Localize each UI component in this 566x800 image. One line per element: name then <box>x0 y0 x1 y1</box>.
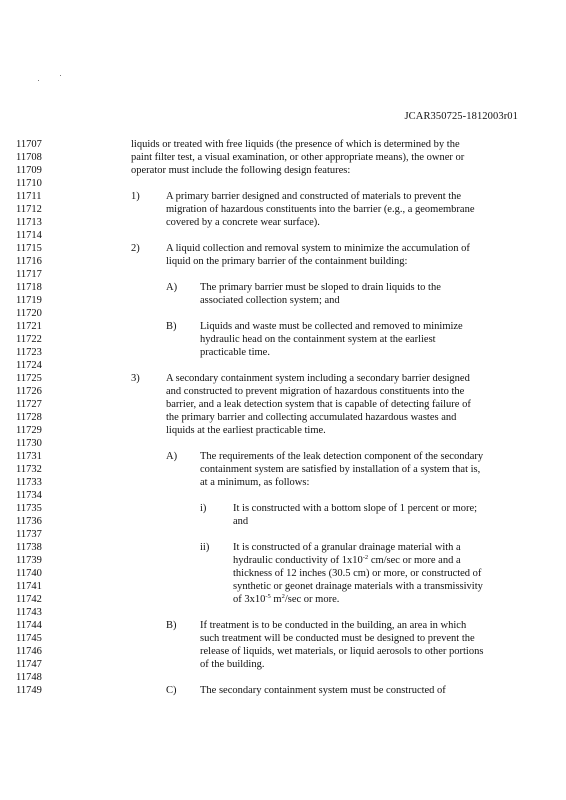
line-number: 11714 <box>16 230 42 241</box>
document-id-header: JCAR350725-1812003r01 <box>404 111 518 122</box>
line-number: 11727 <box>16 399 42 410</box>
body-text-line: such treatment will be conducted must be designed to prevent the <box>200 633 475 644</box>
body-text-line: and <box>233 516 249 527</box>
body-text-line: paint filter test, a visual examination, or other appropriate means), the owner or <box>131 152 465 163</box>
line-number: 11718 <box>16 282 42 293</box>
text-run: /sec or more. <box>284 594 340 605</box>
line-number: 11709 <box>16 165 42 176</box>
body-text-line: It is constructed with a bottom slope of 1 percent or more; <box>233 503 478 514</box>
line-number: 11735 <box>16 503 42 514</box>
line-number: 11716 <box>16 256 42 267</box>
line-number: 11748 <box>16 672 42 683</box>
body-text-line: liquid on the primary barrier of the containment building: <box>166 256 408 267</box>
body-text-line: A liquid collection and removal system to minimize the accumulation of <box>166 243 470 254</box>
body-text-line: covered by a concrete wear surface). <box>166 217 320 228</box>
item-label: 3) <box>131 373 140 384</box>
line-number: 11726 <box>16 386 42 397</box>
line-number: 11722 <box>16 334 42 345</box>
line-number: 11740 <box>16 568 42 579</box>
line-number: 11743 <box>16 607 42 618</box>
line-number: 11731 <box>16 451 42 462</box>
clause-label: ii) <box>200 542 210 553</box>
line-number: 11733 <box>16 477 42 488</box>
line-number: 11730 <box>16 438 42 449</box>
line-number: 11738 <box>16 542 42 553</box>
scan-speck <box>38 80 39 81</box>
item-label: 1) <box>131 191 140 202</box>
line-number: 11737 <box>16 529 42 540</box>
line-number: 11729 <box>16 425 42 436</box>
text-run: m <box>270 594 282 605</box>
line-number: 11741 <box>16 581 42 592</box>
body-text-line: The primary barrier must be sloped to drain liquids to the <box>200 282 441 293</box>
line-number: 11707 <box>16 139 42 150</box>
line-number: 11723 <box>16 347 42 358</box>
body-text-line: It is constructed of a granular drainage material with a <box>233 542 461 553</box>
line-number: 11736 <box>16 516 42 527</box>
clause-label: i) <box>200 503 207 514</box>
body-text-line: liquids or treated with free liquids (the presence of which is determined by the <box>131 139 460 150</box>
line-number: 11728 <box>16 412 42 423</box>
body-text-line: of the building. <box>200 659 265 670</box>
body-text-line <box>233 554 461 567</box>
body-text-line: The secondary containment system must be constructed of <box>200 685 446 696</box>
body-text-line: A secondary containment system including a secondary barrier designed <box>166 373 470 384</box>
body-text-line: thickness of 12 inches (30.5 cm) or more, or constructed of <box>233 568 482 579</box>
line-number: 11720 <box>16 308 42 319</box>
body-text-line: liquids at the earliest practicable time. <box>166 425 326 436</box>
text-run: hydraulic conductivity of 1x10 <box>233 555 363 566</box>
text-run: of 3x10 <box>233 594 266 605</box>
item-label: 2) <box>131 243 140 254</box>
line-number: 11710 <box>16 178 42 189</box>
line-number: 11745 <box>16 633 42 644</box>
body-text-line: release of liquids, wet materials, or liquid aerosols to other portions <box>200 646 484 657</box>
body-text-line: operator must include the following design features: <box>131 165 351 176</box>
subitem-label: A) <box>166 282 178 293</box>
body-text-line: A primary barrier designed and constructed of materials to prevent the <box>166 191 462 202</box>
subitem-label: B) <box>166 321 177 332</box>
line-number: 11744 <box>16 620 42 631</box>
line-number: 11734 <box>16 490 42 501</box>
text-run: cm/sec or more and a <box>368 555 461 566</box>
subitem-label: B) <box>166 620 177 631</box>
body-text-line: barrier, and a leak detection system that is capable of detecting failure of <box>166 399 471 410</box>
line-number: 11746 <box>16 646 42 657</box>
body-text-line: containment system are satisfied by installation of a system that is, <box>200 464 481 475</box>
line-number: 11712 <box>16 204 42 215</box>
body-text-line: migration of hazardous constituents into the barrier (e.g., a geomembrane <box>166 204 475 215</box>
line-number: 11749 <box>16 685 42 696</box>
body-text-line: practicable time. <box>200 347 270 358</box>
body-text-line: If treatment is to be conducted in the building, an area in which <box>200 620 467 631</box>
subitem-label: C) <box>166 685 177 696</box>
line-number: 11717 <box>16 269 42 280</box>
line-number: 11713 <box>16 217 42 228</box>
line-number: 11742 <box>16 594 42 605</box>
body-text-line: at a minimum, as follows: <box>200 477 310 488</box>
line-number: 11715 <box>16 243 42 254</box>
line-number: 11724 <box>16 360 42 371</box>
line-number: 11747 <box>16 659 42 670</box>
body-text-line: the primary barrier and collecting accumulated hazardous wastes and <box>166 412 457 423</box>
line-number: 11725 <box>16 373 42 384</box>
superscript: -5 <box>265 593 271 600</box>
body-text-line: and constructed to prevent migration of hazardous constituents into the <box>166 386 465 397</box>
line-number: 11711 <box>16 191 42 202</box>
body-text-line: synthetic or geonet drainage materials with a transmissivity <box>233 581 483 592</box>
body-text-line <box>233 593 339 606</box>
line-number: 11721 <box>16 321 42 332</box>
line-number: 11708 <box>16 152 42 163</box>
scan-speck <box>60 75 61 76</box>
body-text-line: The requirements of the leak detection component of the secondary <box>200 451 484 462</box>
body-text-line: hydraulic head on the containment system at the earliest <box>200 334 436 345</box>
body-text-line: Liquids and waste must be collected and removed to minimize <box>200 321 463 332</box>
line-number: 11739 <box>16 555 42 566</box>
line-number: 11719 <box>16 295 42 306</box>
body-text-line: associated collection system; and <box>200 295 340 306</box>
superscript: 2 <box>281 593 285 600</box>
subitem-label: A) <box>166 451 178 462</box>
superscript: -2 <box>362 554 369 561</box>
line-number: 11732 <box>16 464 42 475</box>
